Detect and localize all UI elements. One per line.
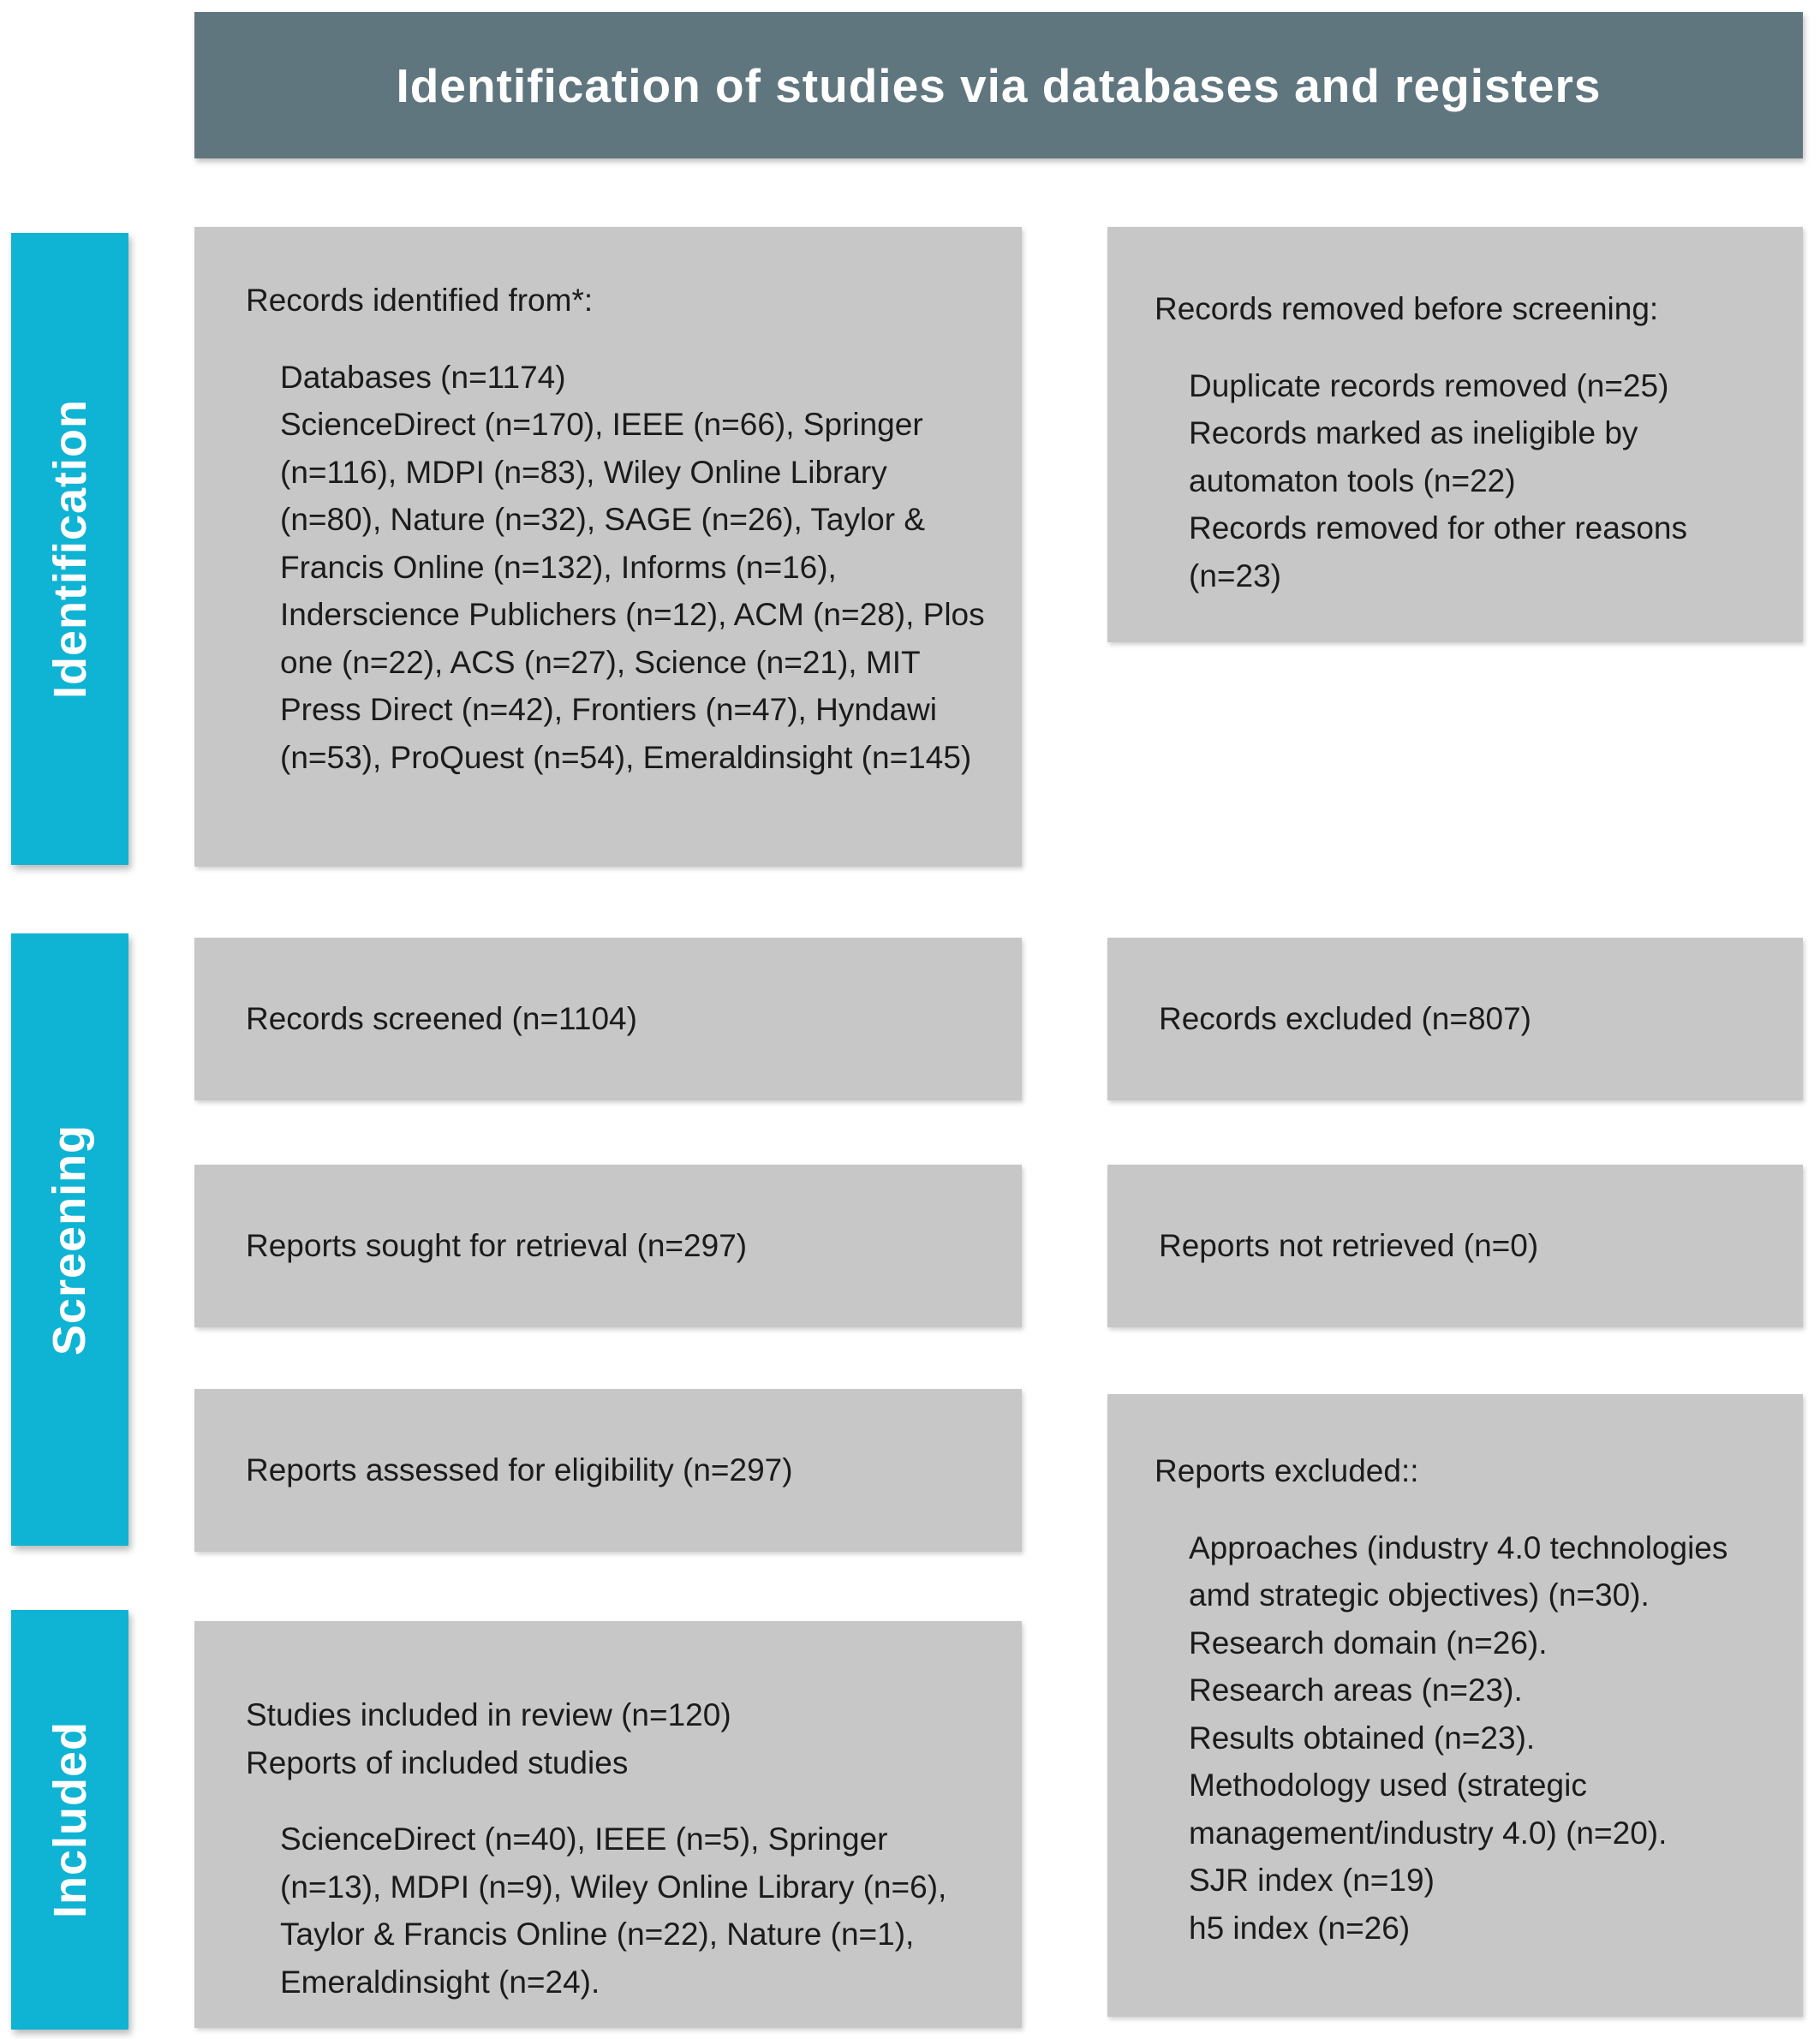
- records-identified-heading: Records identified from*:: [246, 283, 594, 318]
- records-identified-items: [280, 354, 994, 782]
- records-excluded-text: Records excluded (n=807): [1159, 1001, 1532, 1037]
- reports-not-retrieved-text: Reports not retrieved (n=0): [1159, 1228, 1539, 1264]
- records-identified-item: ScienceDirect (n=170), IEEE (n=66), Springer (n=116), MDPI (n=83), Wiley Online Library (n=80), Nature (n=32), SAGE (n=26), Taylor & Francis Online (n=132), Informs (n=16), Inderscience Publichers (n=12), ACM (n=28), Plos one (n=22), ACS (n=27), Science (n=21), MIT Press Direct (n=42), Frontiers (n=47), Hyndawi (n=53), ProQuest (n=54), Emeraldinsight (n=145): [280, 407, 985, 775]
- records-removed-heading: Records removed before screening:: [1155, 291, 1659, 326]
- diagram-header: [194, 12, 1803, 158]
- stage-label-identification: Identification: [44, 399, 96, 699]
- records-removed-item: Records marked as ineligible by automaton tools (n=22): [1189, 415, 1638, 498]
- studies-included-item: ScienceDirect (n=40), IEEE (n=5), Springer (n=13), MDPI (n=9), Wiley Online Library (n=6), Taylor & Francis Online (n=22), Nature (n=1), Emeraldinsight (n=24).: [280, 1821, 947, 2000]
- stage-bar-identification: [11, 233, 128, 865]
- box-records-screened: [194, 938, 1022, 1100]
- box-reports-sought: [194, 1165, 1022, 1327]
- box-reports-excluded: [1107, 1394, 1803, 2017]
- reports-excluded-heading: Reports excluded::: [1155, 1453, 1419, 1488]
- box-records-removed: [1107, 227, 1803, 642]
- reports-excluded-item: h5 index (n=26): [1189, 1910, 1411, 1946]
- reports-assessed-text: Reports assessed for eligibility (n=297): [246, 1452, 793, 1488]
- diagram-title: Identification of studies via databases and registers: [396, 58, 1602, 112]
- records-removed-items: [1189, 362, 1775, 600]
- reports-excluded-item: Research areas (n=23).: [1189, 1672, 1523, 1708]
- reports-sought-text: Reports sought for retrieval (n=297): [246, 1228, 748, 1264]
- records-identified-item: Databases (n=1174): [280, 359, 566, 395]
- box-reports-assessed: [194, 1389, 1022, 1552]
- studies-included-items: [280, 1815, 994, 2006]
- reports-excluded-items: [1189, 1524, 1772, 1953]
- reports-excluded-item: Methodology used (strategic management/industry 4.0) (n=20).: [1189, 1768, 1668, 1851]
- studies-included-line: Reports of included studies: [246, 1744, 629, 1780]
- records-screened-text: Records screened (n=1104): [246, 1001, 637, 1037]
- box-studies-included: [194, 1621, 1022, 2028]
- stage-label-included: Included: [44, 1720, 96, 1919]
- stage-label-screening: Screening: [44, 1124, 96, 1356]
- records-removed-item: Duplicate records removed (n=25): [1189, 367, 1669, 403]
- box-reports-not-retrieved: [1107, 1165, 1803, 1327]
- records-removed-item: Records removed for other reasons (n=23): [1189, 510, 1687, 593]
- box-records-excluded: [1107, 938, 1803, 1100]
- reports-excluded-item: Research domain (n=26).: [1189, 1625, 1548, 1660]
- reports-excluded-item: SJR index (n=19): [1189, 1863, 1435, 1898]
- reports-excluded-item: Results obtained (n=23).: [1189, 1720, 1536, 1756]
- stage-bar-screening: [11, 933, 128, 1546]
- reports-excluded-item: Approaches (industry 4.0 technologies amd strategic objectives) (n=30).: [1189, 1529, 1728, 1613]
- stage-bar-included: [11, 1610, 128, 2030]
- box-records-identified: [194, 227, 1022, 867]
- studies-included-line: Studies included in review (n=120): [246, 1697, 731, 1732]
